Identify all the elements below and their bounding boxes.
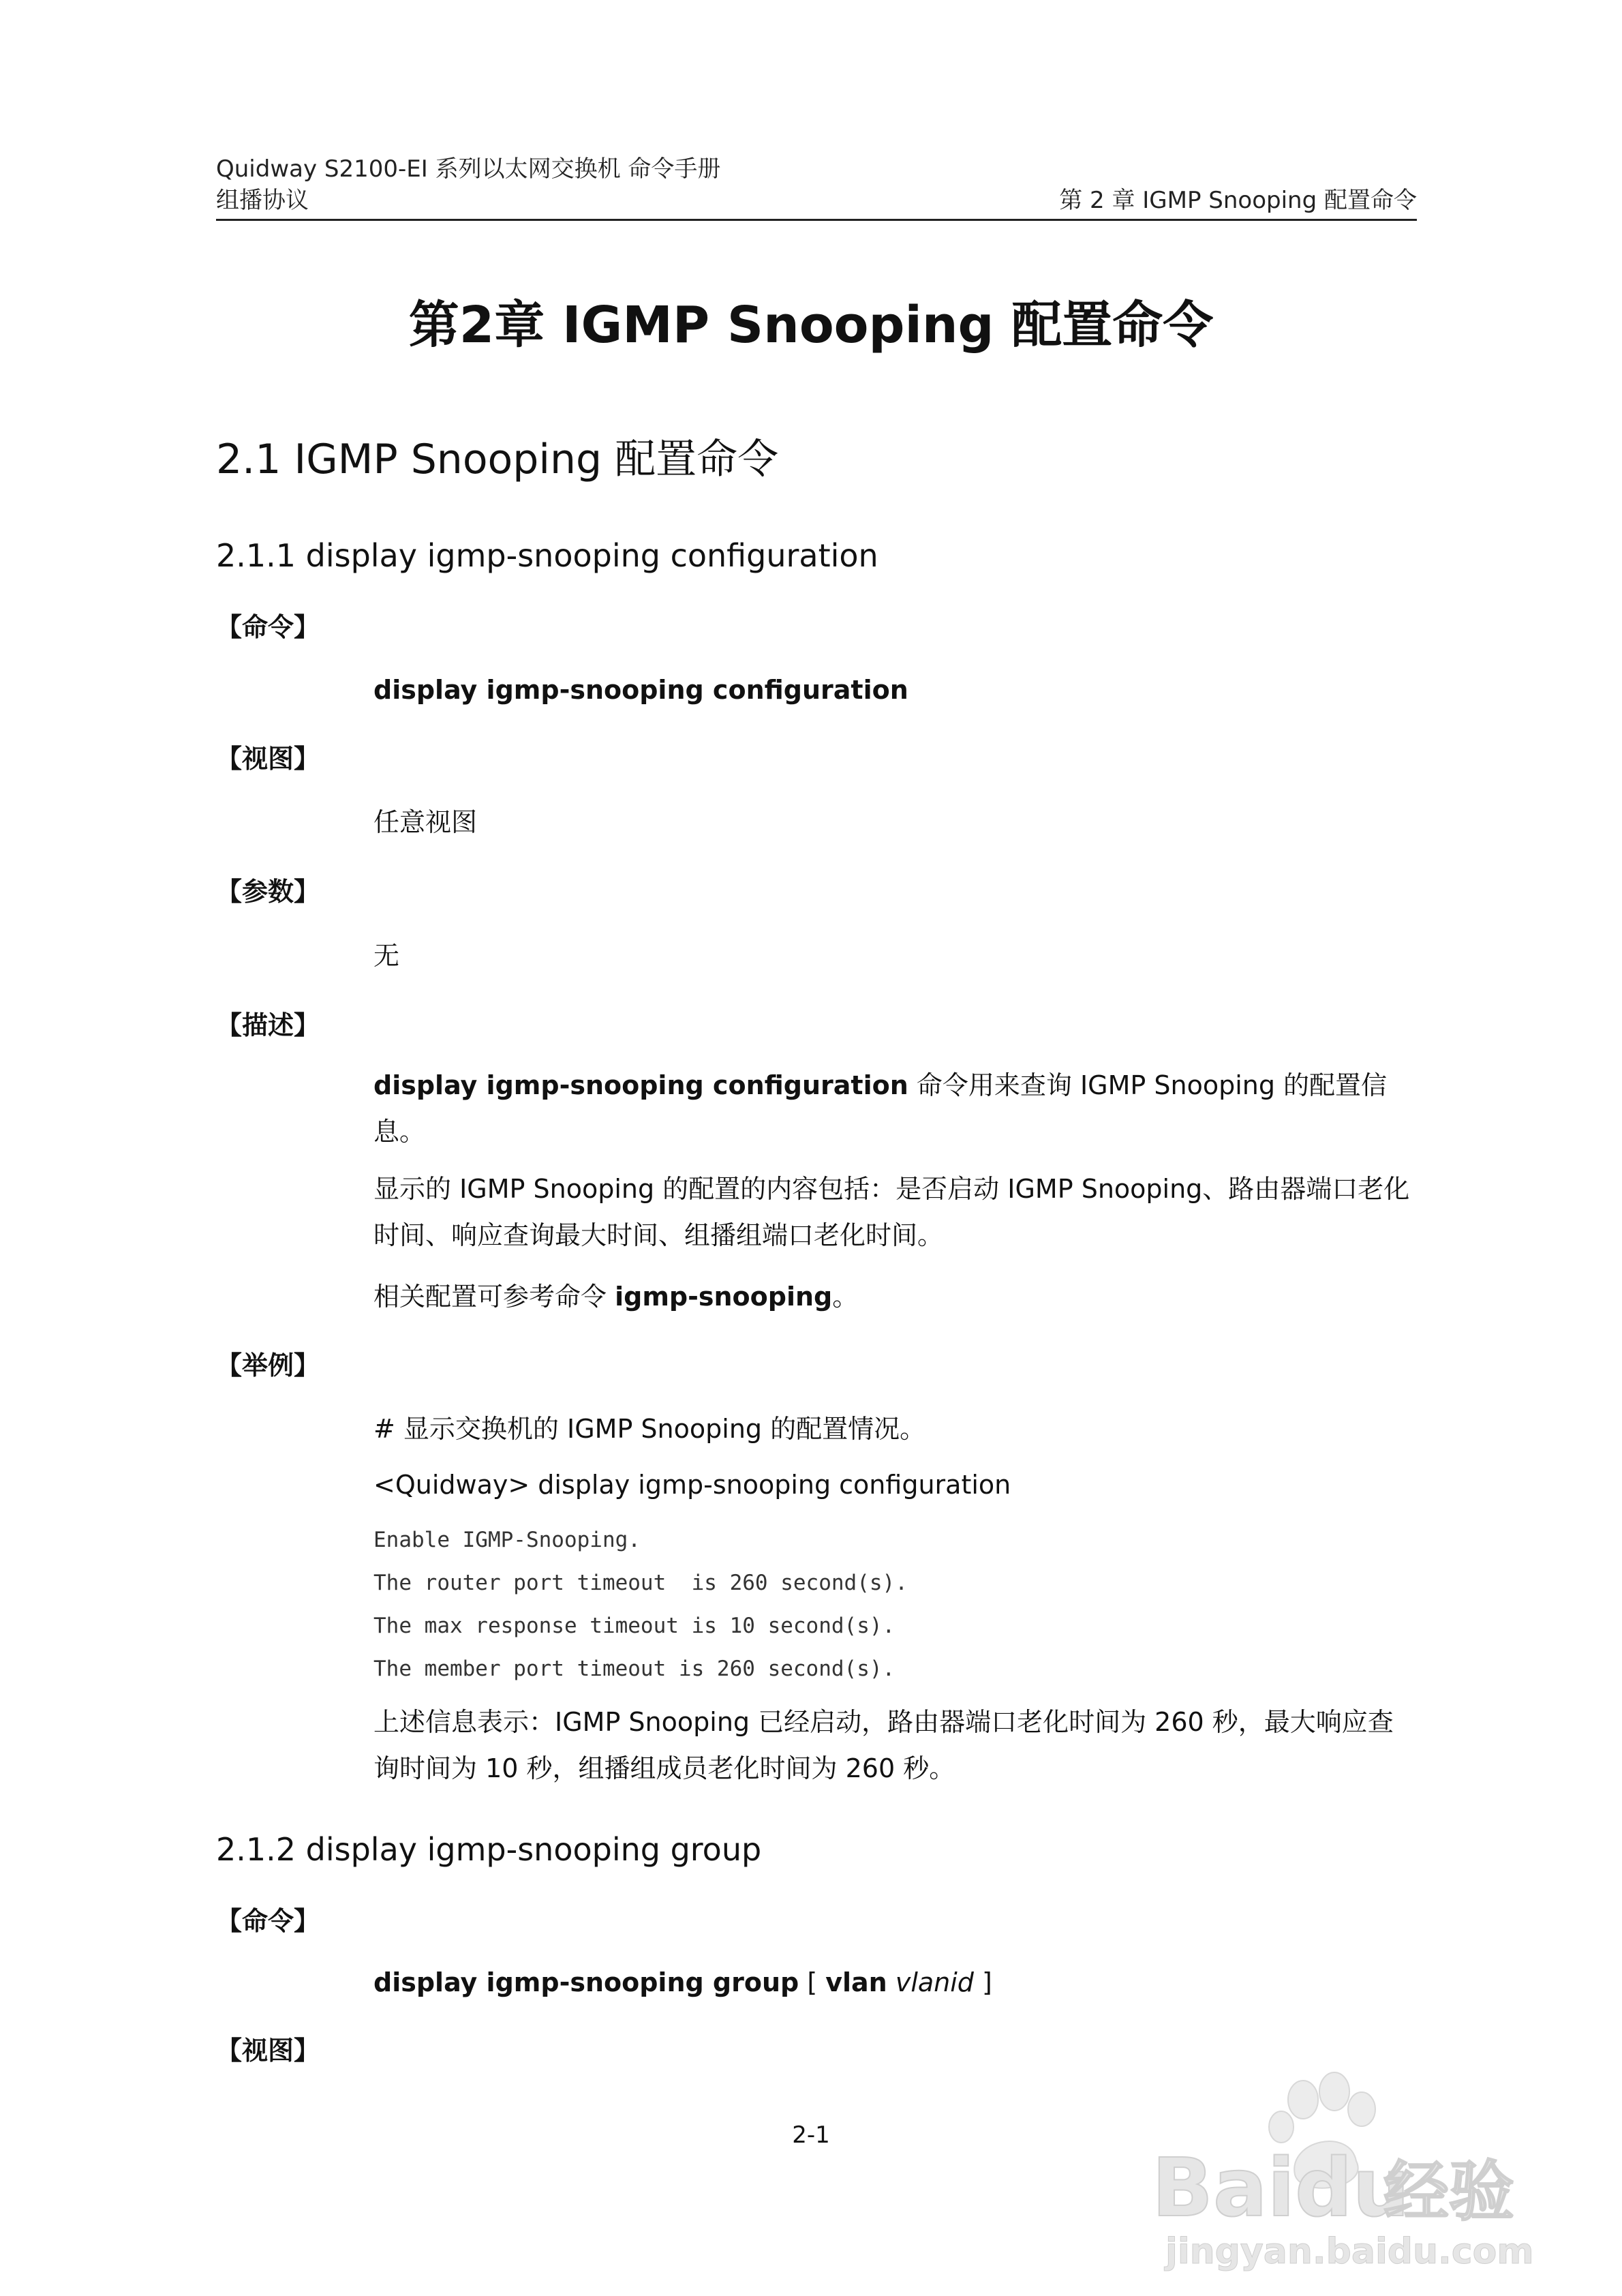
label-command: 【命令】 [216, 1906, 320, 1936]
section-heading: 2.1 IGMP Snooping 配置命令 [216, 436, 779, 483]
watermark-brand: Baidu [1152, 2141, 1410, 2235]
description-para-1 [373, 1062, 1418, 1155]
output-line: The router port timeout is 260 second(s). [373, 1571, 908, 1595]
space [887, 1967, 896, 1997]
header-rule [216, 219, 1417, 221]
output-line: Enable IGMP-Snooping. [373, 1528, 641, 1552]
header-title: Quidway S2100-EI 系列以太网交换机 命令手册 [216, 155, 721, 183]
watermark-url: jingyan.baidu.com [1165, 2231, 1533, 2272]
watermark-brand-cn: 经验 [1383, 2154, 1514, 2230]
example-explanation: 上述信息表示：IGMP Snooping 已经启动，路由器端口老化时间为 260 秒，最大响应查询时间为 10 秒，组播组成员老化时间为 260 秒。 [373, 1707, 1394, 1783]
label-view: 【视图】 [216, 2036, 320, 2066]
keyword-vlan: vlan [825, 1967, 887, 1997]
example-prompt: <Quidway> display igmp-snooping configuration [373, 1470, 1011, 1500]
related-end: 。 [832, 1282, 859, 1312]
header-section: 组播协议 [216, 187, 309, 214]
view-text: 任意视图 [373, 807, 478, 837]
command-syntax [373, 1959, 1418, 2006]
subsection-heading: 2.1.2 display igmp-snooping group [216, 1831, 762, 1868]
baidu-watermark [1152, 2059, 1533, 2277]
description-command: display igmp-snooping configuration [373, 1070, 908, 1100]
page-number: 2-1 [792, 2121, 830, 2149]
argument-vlanid: vlanid [895, 1967, 974, 1997]
label-command: 【命令】 [216, 612, 320, 642]
output-line: The max response timeout is 10 second(s). [373, 1614, 896, 1638]
label-example: 【举例】 [216, 1350, 320, 1380]
chapter-title: 第2章 IGMP Snooping 配置命令 [408, 296, 1214, 354]
output-line: The member port timeout is 260 second(s). [373, 1657, 896, 1681]
bracket-close: ] [973, 1967, 992, 1997]
example-comment: # 显示交换机的 IGMP Snooping 的配置情况。 [373, 1414, 926, 1444]
label-description: 【描述】 [216, 1010, 320, 1040]
params-text: 无 [373, 941, 400, 971]
description-para-2: 显示的 IGMP Snooping 的配置的内容包括：是否启动 IGMP Snooping、路由器端口老化时间、响应查询最大时间、组播组端口老化时间。 [373, 1174, 1410, 1250]
command-syntax: display igmp-snooping configuration [373, 675, 908, 705]
subsection-heading: 2.1.1 display igmp-snooping configuration [216, 537, 878, 574]
related-text: 相关配置可参考命令 [373, 1282, 615, 1312]
header-chapter: 第 2 章 IGMP Snooping 配置命令 [1059, 187, 1417, 214]
label-params: 【参数】 [216, 877, 320, 907]
related-command: igmp-snooping [615, 1282, 833, 1312]
bracket-open: [ [799, 1967, 826, 1997]
description-para-3 [373, 1273, 1418, 1320]
label-view: 【视图】 [216, 744, 320, 774]
description-text: 命令用来查询 IGMP Snooping 的配置信息。 [373, 1070, 1388, 1147]
paw-logo-icon [1152, 2059, 1533, 2277]
command-name: display igmp-snooping group [373, 1967, 799, 1997]
